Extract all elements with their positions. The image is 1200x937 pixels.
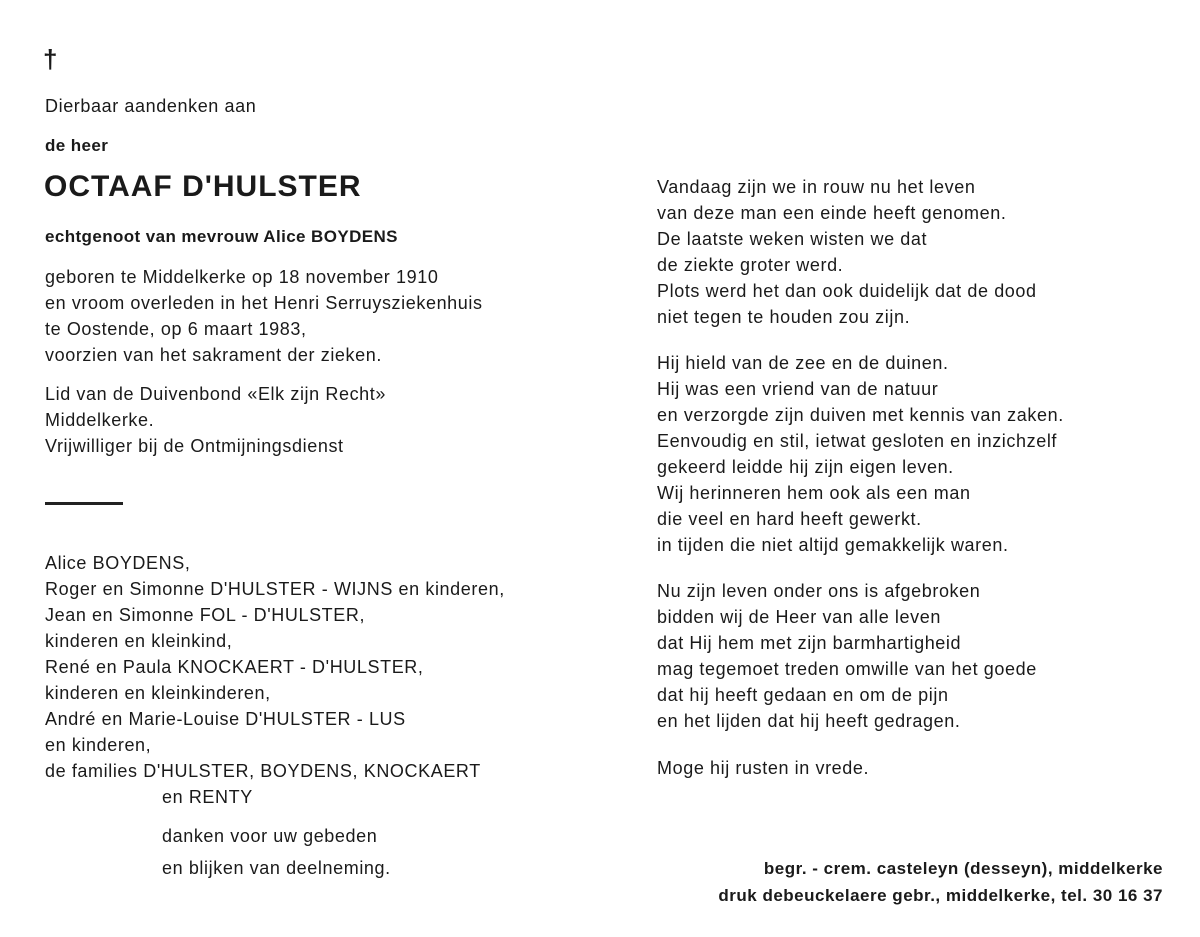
- poem-line: Nu zijn leven onder ons is afgebroken: [657, 581, 981, 601]
- family-line: René en Paula KNOCKAERT - D'HULSTER,: [45, 657, 424, 677]
- funeral-director-credit: begr. - crem. casteleyn (desseyn), middelkerke: [763, 859, 1163, 878]
- poem-closing-line: Moge hij rusten in vrede.: [657, 758, 870, 778]
- family-line: Roger en Simonne D'HULSTER - WIJNS en kinderen,: [45, 579, 505, 599]
- poem-line: Vandaag zijn we in rouw nu het leven: [657, 177, 976, 197]
- family-line: kinderen en kleinkinderen,: [45, 683, 271, 703]
- poem-line: van deze man een einde heeft genomen.: [657, 203, 1007, 223]
- poem-line: de ziekte groter werd.: [657, 255, 844, 275]
- poem-line: gekeerd leidde hij zijn eigen leven.: [657, 457, 954, 477]
- family-line: Alice BOYDENS,: [45, 553, 191, 573]
- poem-line: mag tegemoet treden omwille van het goede: [657, 659, 1037, 679]
- poem-line: bidden wij de Heer van alle leven: [657, 607, 941, 627]
- honorific: de heer: [45, 136, 109, 155]
- poem-closing: [657, 755, 869, 781]
- deceased-name: OCTAAF D'HULSTER: [44, 170, 362, 203]
- spouse-line: echtgenoot van mevrouw Alice BOYDENS: [45, 227, 398, 246]
- membership-line: Vrijwilliger bij de Ontmijningsdienst: [45, 436, 344, 456]
- poem-stanza-3: [657, 578, 1037, 734]
- cross-symbol: †: [43, 44, 58, 74]
- family-list: [45, 550, 505, 810]
- poem-line: niet tegen te houden zou zijn.: [657, 307, 911, 327]
- thanks: [162, 823, 391, 881]
- thanks-line: danken voor uw gebeden: [162, 826, 378, 846]
- bio-line: geboren te Middelkerke op 18 november 1910: [45, 267, 439, 287]
- poem-line: dat hij heeft gedaan en om de pijn: [657, 685, 949, 705]
- poem-line: Plots werd het dan ook duidelijk dat de dood: [657, 281, 1037, 301]
- family-line: de families D'HULSTER, BOYDENS, KNOCKAERT: [45, 761, 481, 781]
- family-line: kinderen en kleinkind,: [45, 631, 233, 651]
- poem-line: en het lijden dat hij heeft gedragen.: [657, 711, 961, 731]
- poem-line: dat Hij hem met zijn barmhartigheid: [657, 633, 962, 653]
- printer-credit: druk debeuckelaere gebr., middelkerke, tel. 30 16 37: [718, 886, 1163, 905]
- intro-text: Dierbaar aandenken aan: [45, 96, 257, 116]
- poem-line: De laatste weken wisten we dat: [657, 229, 928, 249]
- poem-stanza-1: [657, 174, 1037, 330]
- poem-line: die veel en hard heeft gewerkt.: [657, 509, 922, 529]
- membership-line: Middelkerke.: [45, 410, 155, 430]
- poem-line: Wij herinneren hem ook als een man: [657, 483, 971, 503]
- poem-line: en verzorgde zijn duiven met kennis van zaken.: [657, 405, 1064, 425]
- poem-line: Hij hield van de zee en de duinen.: [657, 353, 949, 373]
- divider-line: [45, 502, 123, 505]
- bio-line: en vroom overleden in het Henri Serruysziekenhuis: [45, 293, 483, 313]
- poem-line: in tijden die niet altijd gemakkelijk waren.: [657, 535, 1009, 555]
- bio-line: voorzien van het sakrament der zieken.: [45, 345, 382, 365]
- membership: [45, 381, 386, 459]
- family-line: Jean en Simonne FOL - D'HULSTER,: [45, 605, 366, 625]
- bio-line: te Oostende, op 6 maart 1983,: [45, 319, 307, 339]
- biography: [45, 264, 483, 368]
- family-line: en RENTY: [162, 787, 253, 807]
- poem-stanza-2: [657, 350, 1064, 558]
- thanks-line: en blijken van deelneming.: [162, 858, 391, 878]
- family-line: en kinderen,: [45, 735, 152, 755]
- poem-line: Eenvoudig en stil, ietwat gesloten en inzichzelf: [657, 431, 1058, 451]
- poem-line: Hij was een vriend van de natuur: [657, 379, 939, 399]
- membership-line: Lid van de Duivenbond «Elk zijn Recht»: [45, 384, 386, 404]
- family-line: André en Marie-Louise D'HULSTER - LUS: [45, 709, 406, 729]
